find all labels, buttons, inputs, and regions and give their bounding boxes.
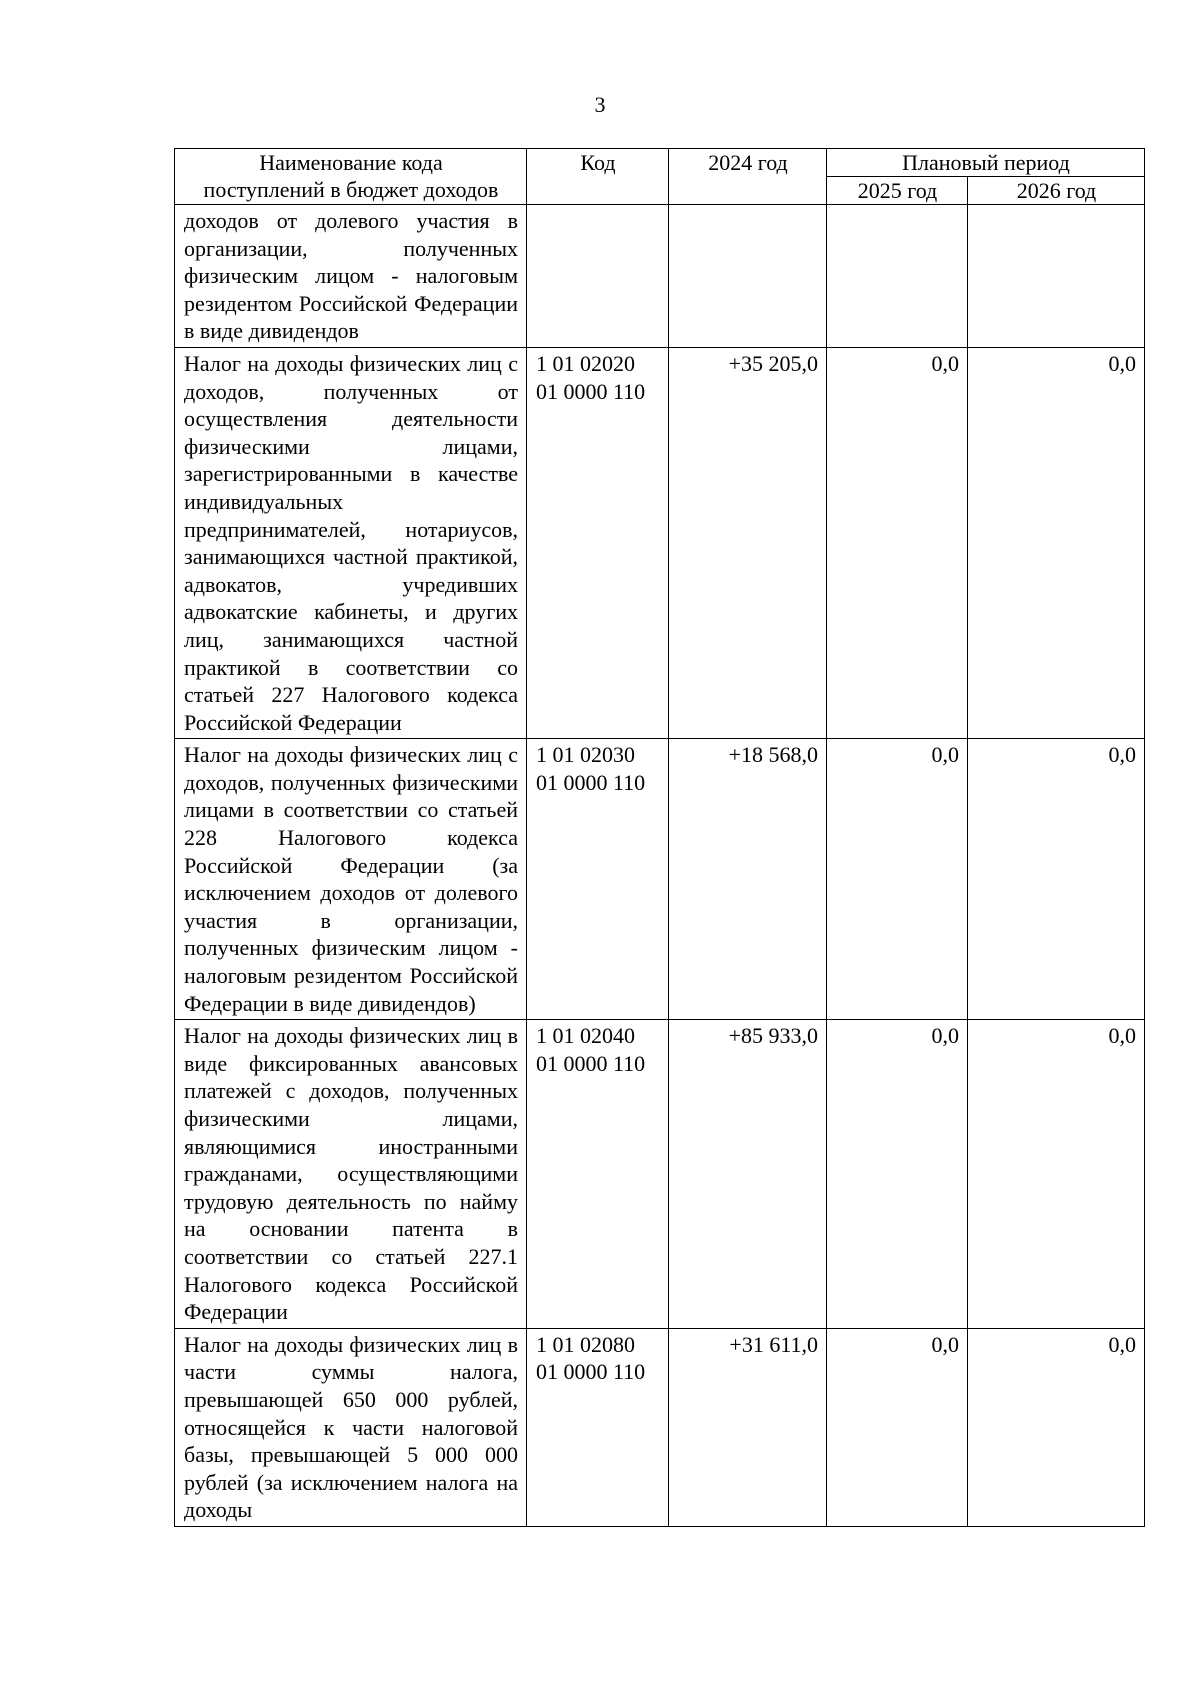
budget-revenue-table xyxy=(174,148,1145,1527)
code-cell xyxy=(527,1020,669,1329)
amount-2025-cell: 0,0 xyxy=(827,1020,968,1329)
amount-2025-cell xyxy=(827,205,968,348)
header-planned-period: Плановый период xyxy=(827,149,1145,177)
page-number: 3 xyxy=(594,92,606,117)
header-year-2026: 2026 год xyxy=(968,177,1145,205)
code-line1: 1 01 02040 xyxy=(536,1023,635,1049)
amount-2024-cell: +31 611,0 xyxy=(669,1328,827,1526)
header-revenue-name-line2: поступлений в бюджет доходов xyxy=(203,177,499,202)
table-row xyxy=(175,1020,1145,1329)
code-cell xyxy=(527,739,669,1020)
amount-2026-cell xyxy=(968,205,1145,348)
amount-2024-cell: +18 568,0 xyxy=(669,739,827,1020)
revenue-name-cell: доходов от долевого участия в организации, полученных физическим лицом - налоговым резидентом Российской Федерации в виде дивидендов xyxy=(175,205,527,348)
code-line2: 01 0000 110 xyxy=(536,1359,646,1385)
revenue-name-cell: Налог на доходы физических лиц в виде фиксированных авансовых платежей с доходов, полученных физическими лицами, являющимися иностранными гражданами, осуществляющими трудовую деятельность по найму на основании патента в соответствии со статьей 227.1 Налогового кодекса Российской Федерации xyxy=(175,1020,527,1329)
amount-2024-cell xyxy=(669,205,827,348)
code-line2: 01 0000 110 xyxy=(536,1050,646,1076)
header-code: Код xyxy=(527,149,669,205)
header-revenue-name xyxy=(175,149,527,205)
code-cell xyxy=(527,205,669,348)
table-row xyxy=(175,347,1145,738)
code-line2: 01 0000 110 xyxy=(536,769,646,795)
table-row xyxy=(175,1328,1145,1526)
revenue-name-cell: Налог на доходы физических лиц в части суммы налога, превышающей 650 000 рублей, относящейся к части налоговой базы, превышающей 5 000 000 рублей (за исключением налога на доходы xyxy=(175,1328,527,1526)
amount-2025-cell: 0,0 xyxy=(827,1328,968,1526)
header-revenue-name-line1: Наименование кода xyxy=(259,150,443,175)
amount-2024-cell: +85 933,0 xyxy=(669,1020,827,1329)
amount-2024-cell: +35 205,0 xyxy=(669,347,827,738)
code-cell xyxy=(527,1328,669,1526)
revenue-name-cell: Налог на доходы физических лиц с доходов, полученных физическими лицами в соответствии со статьей 228 Налогового кодекса Российской Федерации (за исключением доходов от долевого участия в организации, полученных физическим лицом - налоговым резидентом Российской Федерации в виде дивидендов) xyxy=(175,739,527,1020)
code-cell xyxy=(527,347,669,738)
table-row xyxy=(175,739,1145,1020)
amount-2026-cell: 0,0 xyxy=(968,1020,1145,1329)
header-year-2025: 2025 год xyxy=(827,177,968,205)
amount-2026-cell: 0,0 xyxy=(968,739,1145,1020)
code-line1: 1 01 02080 xyxy=(536,1331,635,1357)
revenue-name-cell: Налог на доходы физических лиц с доходов, полученных от осуществления деятельности физическими лицами, зарегистрированными в качестве индивидуальных предпринимателей, нотариусов, занимающихся частной практикой, адвокатов, учредивших адвокатские кабинеты, и других лиц, занимающихся частной практикой в соответствии со статьей 227 Налогового кодекса Российской Федерации xyxy=(175,347,527,738)
amount-2025-cell: 0,0 xyxy=(827,347,968,738)
amount-2026-cell: 0,0 xyxy=(968,1328,1145,1526)
amount-2026-cell: 0,0 xyxy=(968,347,1145,738)
amount-2025-cell: 0,0 xyxy=(827,739,968,1020)
header-year-2024: 2024 год xyxy=(669,149,827,205)
code-line1: 1 01 02020 xyxy=(536,350,635,376)
code-line2: 01 0000 110 xyxy=(536,378,646,404)
table-header xyxy=(175,149,1145,205)
code-line1: 1 01 02030 xyxy=(536,742,635,768)
table-row xyxy=(175,205,1145,348)
